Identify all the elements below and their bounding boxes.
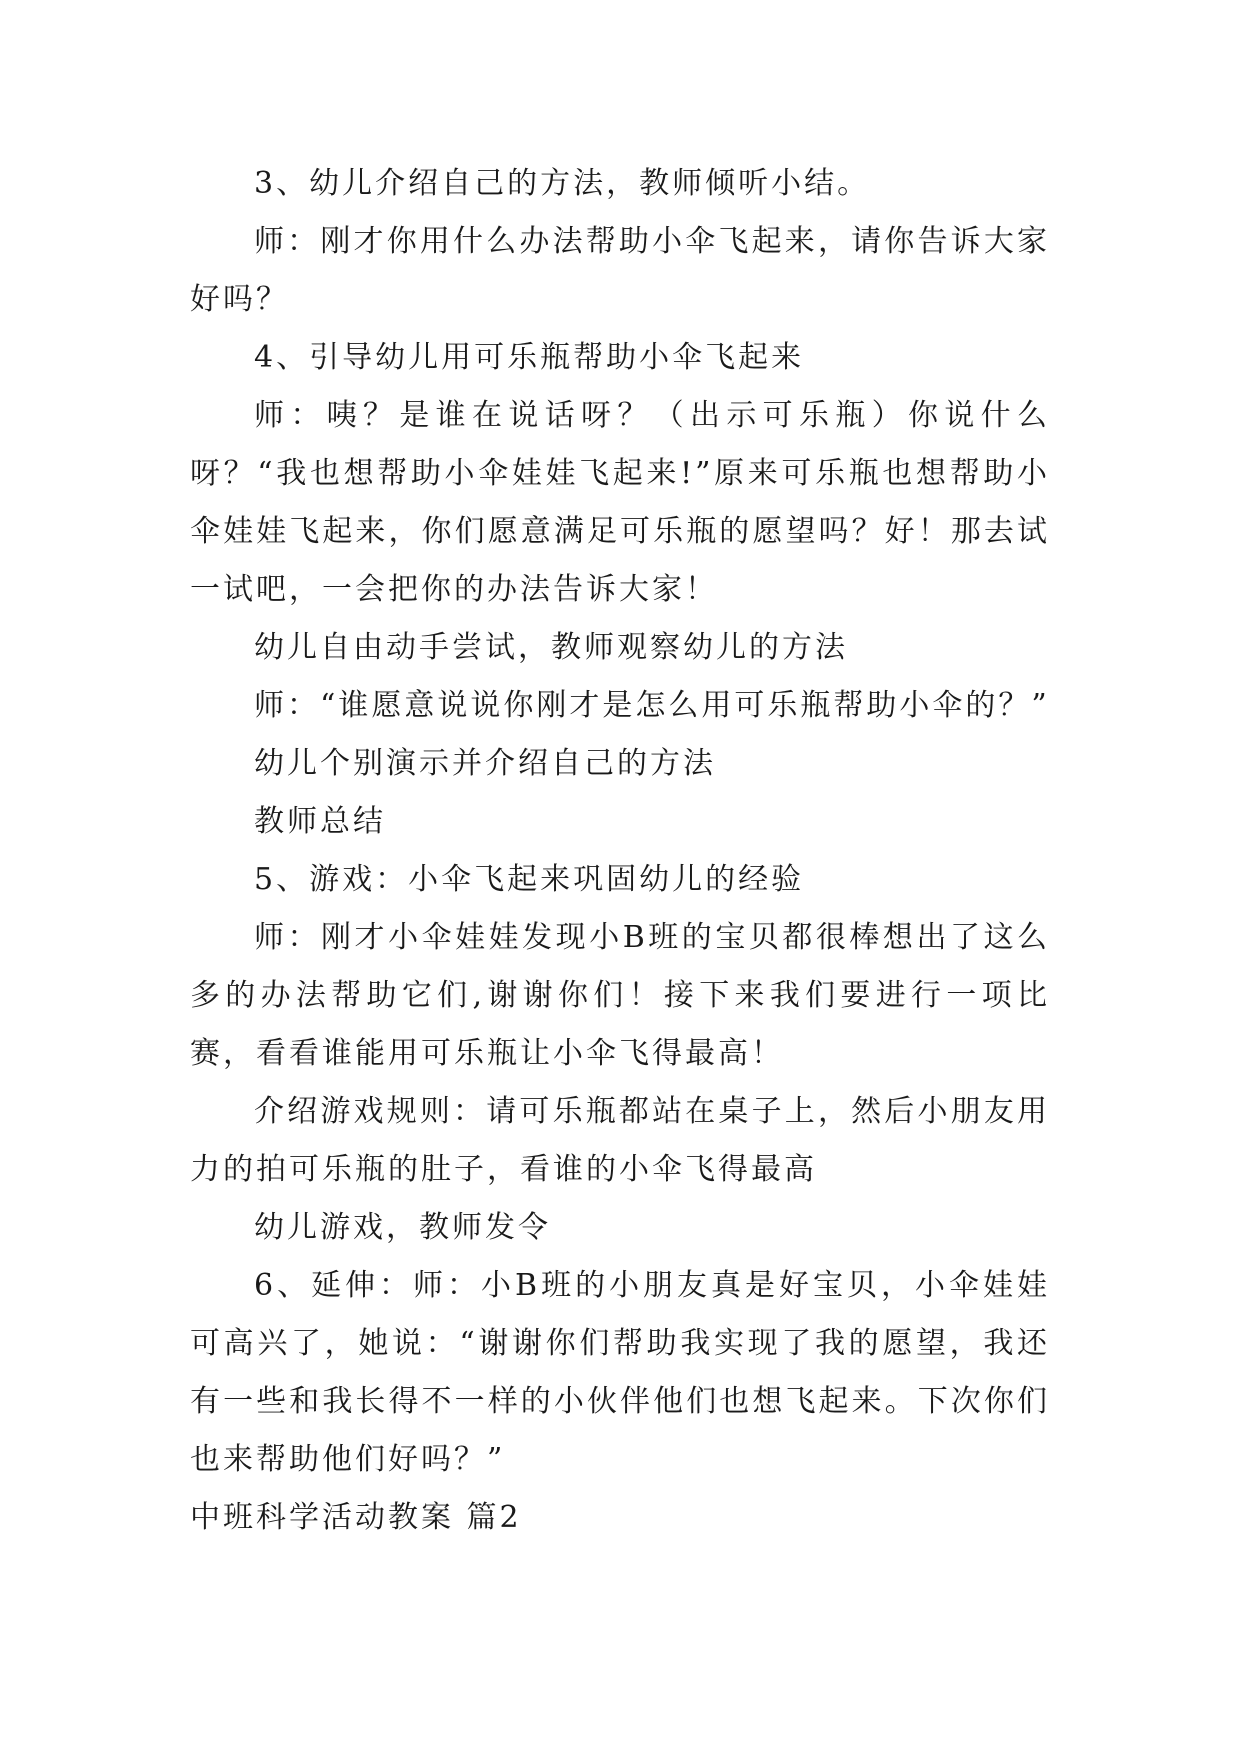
paragraph-children-try: 幼儿自由动手尝试，教师观察幼儿的方法 [254,630,848,665]
paragraph-step-6-extension: 6、延伸：师：小B班的小朋友真是好宝贝，小伞娃娃可高兴了，她说：“谢谢你们帮助我实现了我的愿望，我还有一些和我长得不一样的小伙伴他们也想飞起来。下次你们也来帮助他们好吗？” [190,1268,1050,1477]
paragraph-children-play: 幼儿游戏，教师发令 [254,1210,551,1245]
paragraph-teacher-cola-bottle: 师：咦？是谁在说话呀？（出示可乐瓶）你说什么呀？“我也想帮助小伞娃娃飞起来!”原来可乐瓶也想帮助小伞娃娃飞起来，你们愿意满足可乐瓶的愿望吗？好！那去试一试吧，一会把你的办法告诉大家！ [190,398,1050,607]
paragraph-teacher-competition: 师：刚才小伞娃娃发现小B班的宝贝都很棒想出了这么多的办法帮助它们,谢谢你们！接下来我们要进行一项比赛，看看谁能用可乐瓶让小伞飞得最高！ [190,920,1050,1071]
paragraph-step-4: 4、引导幼儿用可乐瓶帮助小伞飞起来 [254,340,805,375]
paragraph-step-3: 3、幼儿介绍自己的方法，教师倾听小结。 [254,166,871,201]
section-heading: 中班科学活动教案 篇2 [190,1500,522,1535]
paragraph-teacher-ask-methods: 师：刚才你用什么办法帮助小伞飞起来，请你告诉大家好吗？ [190,224,1050,317]
paragraph-step-5: 5、游戏：小伞飞起来巩固幼儿的经验 [254,862,805,897]
paragraph-teacher-question: 师：“谁愿意说说你刚才是怎么用可乐瓶帮助小伞的？” [254,688,1050,723]
paragraph-teacher-summary: 教师总结 [254,804,386,839]
paragraph-game-rules: 介绍游戏规则：请可乐瓶都站在桌子上，然后小朋友用力的拍可乐瓶的肚子，看谁的小伞飞得最高 [190,1094,1050,1187]
document-body [190,155,1050,1547]
paragraph-children-demo: 幼儿个别演示并介绍自己的方法 [254,746,716,781]
